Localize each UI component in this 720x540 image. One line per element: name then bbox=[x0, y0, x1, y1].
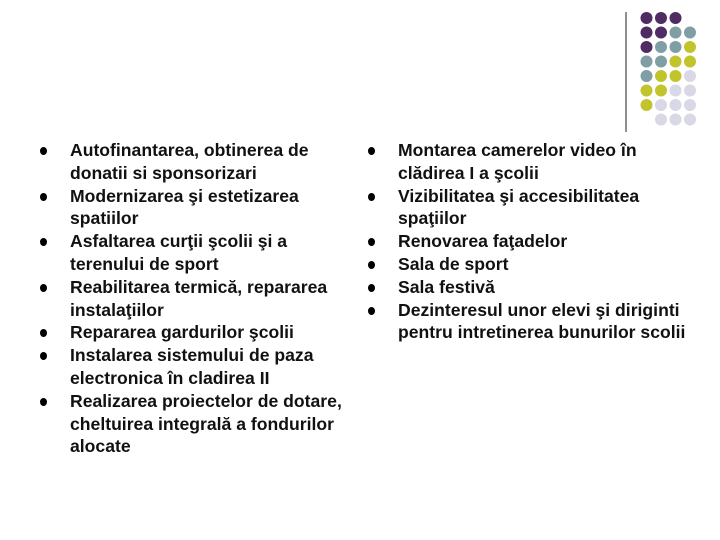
list-item bbox=[368, 253, 698, 276]
bullet-icon bbox=[40, 352, 47, 360]
list-item-text: Montarea camerelor video în clădirea I a şcolii bbox=[398, 140, 637, 183]
bullet-icon bbox=[368, 238, 375, 246]
list-item-text: Sala de sport bbox=[398, 253, 509, 274]
decorative-dot bbox=[641, 99, 653, 111]
decorative-dot bbox=[655, 27, 667, 39]
decorative-dot bbox=[655, 56, 667, 68]
bullet-icon bbox=[40, 284, 47, 292]
decorative-dot bbox=[684, 99, 696, 111]
bullet-icon bbox=[368, 147, 375, 155]
list-item-text: Renovarea faţadelor bbox=[398, 231, 568, 252]
decorative-dot bbox=[684, 56, 696, 68]
list-item-text: Sala festivă bbox=[398, 276, 495, 297]
bullet-icon bbox=[40, 238, 47, 246]
decorative-dot bbox=[641, 56, 653, 68]
decorative-dot bbox=[684, 70, 696, 82]
decorative-dot bbox=[641, 41, 653, 53]
bullet-icon bbox=[368, 307, 375, 315]
list-item-text: Repararea gardurilor şcolii bbox=[70, 322, 294, 343]
decorative-dot bbox=[684, 27, 696, 39]
list-item-text: Reabilitarea termică, repararea instalaţiilor bbox=[70, 276, 328, 320]
list-item-text: Instalarea sistemului de paza electronica în cladirea II bbox=[70, 345, 314, 388]
right-bullet-list bbox=[368, 139, 698, 344]
decorative-dot bbox=[670, 41, 682, 53]
decorative-dot bbox=[655, 41, 667, 53]
list-item bbox=[40, 230, 350, 276]
list-item bbox=[368, 299, 698, 345]
list-item-text: Vizibilitatea şi accesibilitatea spaţiilor bbox=[398, 185, 640, 229]
decorative-dot bbox=[670, 27, 682, 39]
decorative-dot bbox=[641, 85, 653, 97]
list-item-text: Modernizarea şi estetizarea spatiilor bbox=[70, 185, 299, 229]
decorative-dot bbox=[641, 70, 653, 82]
bullet-icon bbox=[40, 398, 47, 406]
decorative-dot bbox=[684, 114, 696, 126]
list-item bbox=[40, 390, 350, 458]
decorative-dot bbox=[670, 56, 682, 68]
list-item bbox=[368, 139, 698, 185]
bullet-icon bbox=[40, 329, 47, 337]
list-item bbox=[40, 321, 350, 344]
list-item-text: Asfaltarea curţii şcolii şi a terenului de sport bbox=[70, 231, 288, 274]
bullet-icon bbox=[368, 261, 375, 269]
list-item bbox=[368, 276, 698, 299]
list-item bbox=[368, 230, 698, 253]
bullet-icon bbox=[40, 193, 47, 201]
decorative-dot bbox=[641, 12, 653, 24]
left-bullet-list bbox=[40, 139, 350, 458]
list-item bbox=[368, 185, 698, 231]
decorative-dot bbox=[670, 70, 682, 82]
decorative-dot bbox=[684, 41, 696, 53]
decorative-dot bbox=[670, 114, 682, 126]
decorative-dot bbox=[655, 12, 667, 24]
decorative-dot bbox=[670, 85, 682, 97]
decorative-dot bbox=[670, 99, 682, 111]
list-item-text: Realizarea proiectelor de dotare, cheltuirea integrală a fondurilor alocate bbox=[70, 390, 342, 457]
bullet-icon bbox=[368, 284, 375, 292]
list-item bbox=[40, 139, 350, 185]
list-item-text: Dezinteresul unor elevi şi diriginti pentru intretinerea bunurilor scolii bbox=[398, 299, 686, 343]
list-item bbox=[40, 276, 350, 322]
bullet-icon bbox=[368, 193, 375, 201]
list-item-text: Autofinantarea, obtinerea de donatii si sponsorizari bbox=[70, 140, 309, 183]
decorative-dot bbox=[655, 99, 667, 111]
bullet-icon bbox=[40, 147, 47, 155]
decorative-dot bbox=[684, 85, 696, 97]
decorative-dot bbox=[655, 85, 667, 97]
decorative-dot bbox=[670, 12, 682, 24]
list-item bbox=[40, 344, 350, 390]
decorative-dot bbox=[655, 70, 667, 82]
list-item bbox=[40, 185, 350, 231]
decorative-dot bbox=[641, 27, 653, 39]
decorative-dot bbox=[655, 114, 667, 126]
